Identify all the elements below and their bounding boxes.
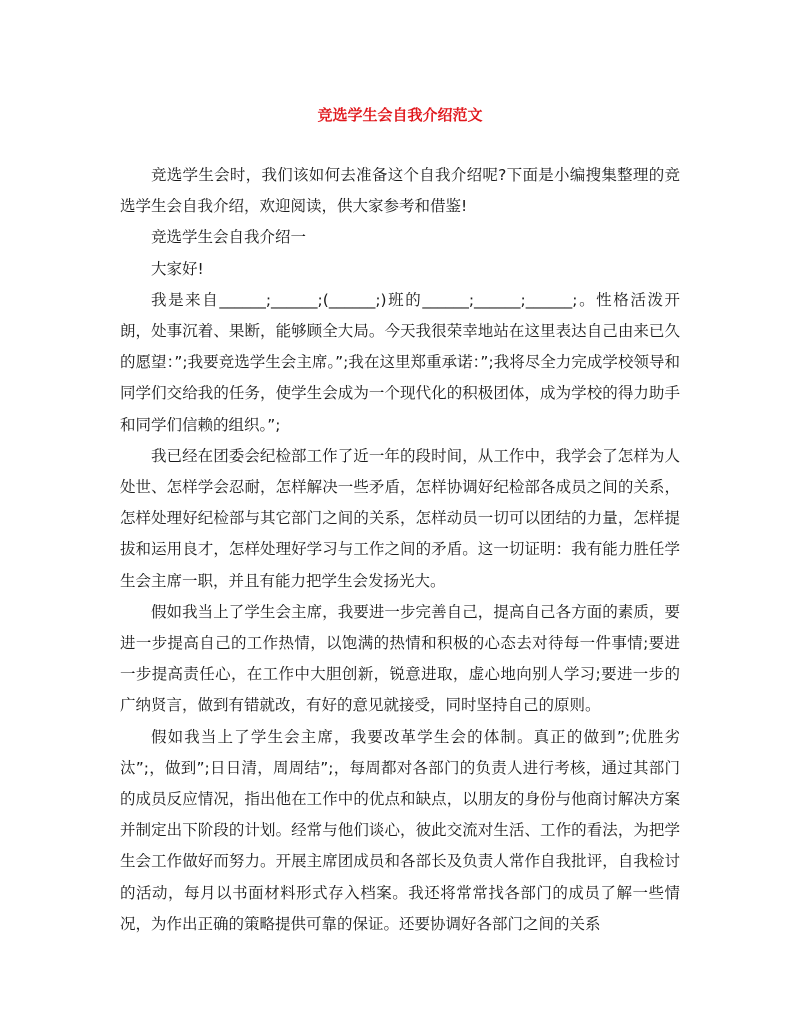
document-body: [120, 160, 680, 940]
intro-paragraph: 竞选学生会时，我们该如何去准备这个自我介绍呢?下面是小编搜集整理的竞选学生会自我介绍，欢迎阅读，供大家参考和借鉴!: [120, 166, 680, 216]
section-heading: 竞选学生会自我介绍一: [151, 228, 307, 247]
greeting-paragraph: 大家好!: [151, 259, 204, 278]
body-paragraph: 我是来自______;______;(______;)班的______;______;______;。性格活泼开朗，处事沉着、果断，能够顾全大局。今天我很荣幸地站在这里表达自己由来已久的愿望：”;我要竞选学生会主席。”;我在这里郑重承诺：”;我将尽全力完成学校领导和同学们交给我的任务，使学生会成为一个现代化的积极团体，成为学校的得力助手和同学们信赖的组织。”;: [120, 290, 680, 434]
body-paragraph: 假如我当上了学生会主席，我要改革学生会的体制。真正的做到”;优胜劣汰”;，做到”;日日清，周周结”;，每周都对各部门的负责人进行考核，通过其部门的成员反应情况，指出他在工作中的优点和缺点，以朋友的身份与他商讨解决方案并制定出下阶段的计划。经常与他们谈心，彼此交流对生活、工作的看法，为把学生会工作做好而努力。开展主席团成员和各部长及负责人常作自我批评，自我检讨的活动，每月以书面材料形式存入档案。我还将常常找各部门的成员了解一些情况，为作出正确的策略提供可靠的保证。还要协调好各部门之间的关系: [120, 727, 680, 933]
document-title: 竞选学生会自我介绍范文: [317, 106, 483, 124]
body-paragraph: 我已经在团委会纪检部工作了近一年的段时间，从工作中，我学会了怎样为人处世、怎样学会忍耐，怎样解决一些矛盾，怎样协调好纪检部各成员之间的关系，怎样处理好纪检部与其它部门之间的关系，怎样动员一切可以团结的力量，怎样提拔和运用良才，怎样处理好学习与工作之间的矛盾。这一切证明：我有能力胜任学生会主席一职，并且有能力把学生会发扬光大。: [120, 446, 680, 590]
body-paragraph: 假如我当上了学生会主席，我要进一步完善自己，提高自己各方面的素质，要进一步提高自己的工作热情，以饱满的热情和积极的心态去对待每一件事情;要进一步提高责任心，在工作中大胆创新，锐意进取，虚心地向别人学习;要进一步的广纳贤言，做到有错就改，有好的意见就接受，同时坚持自己的原则。: [120, 602, 680, 715]
